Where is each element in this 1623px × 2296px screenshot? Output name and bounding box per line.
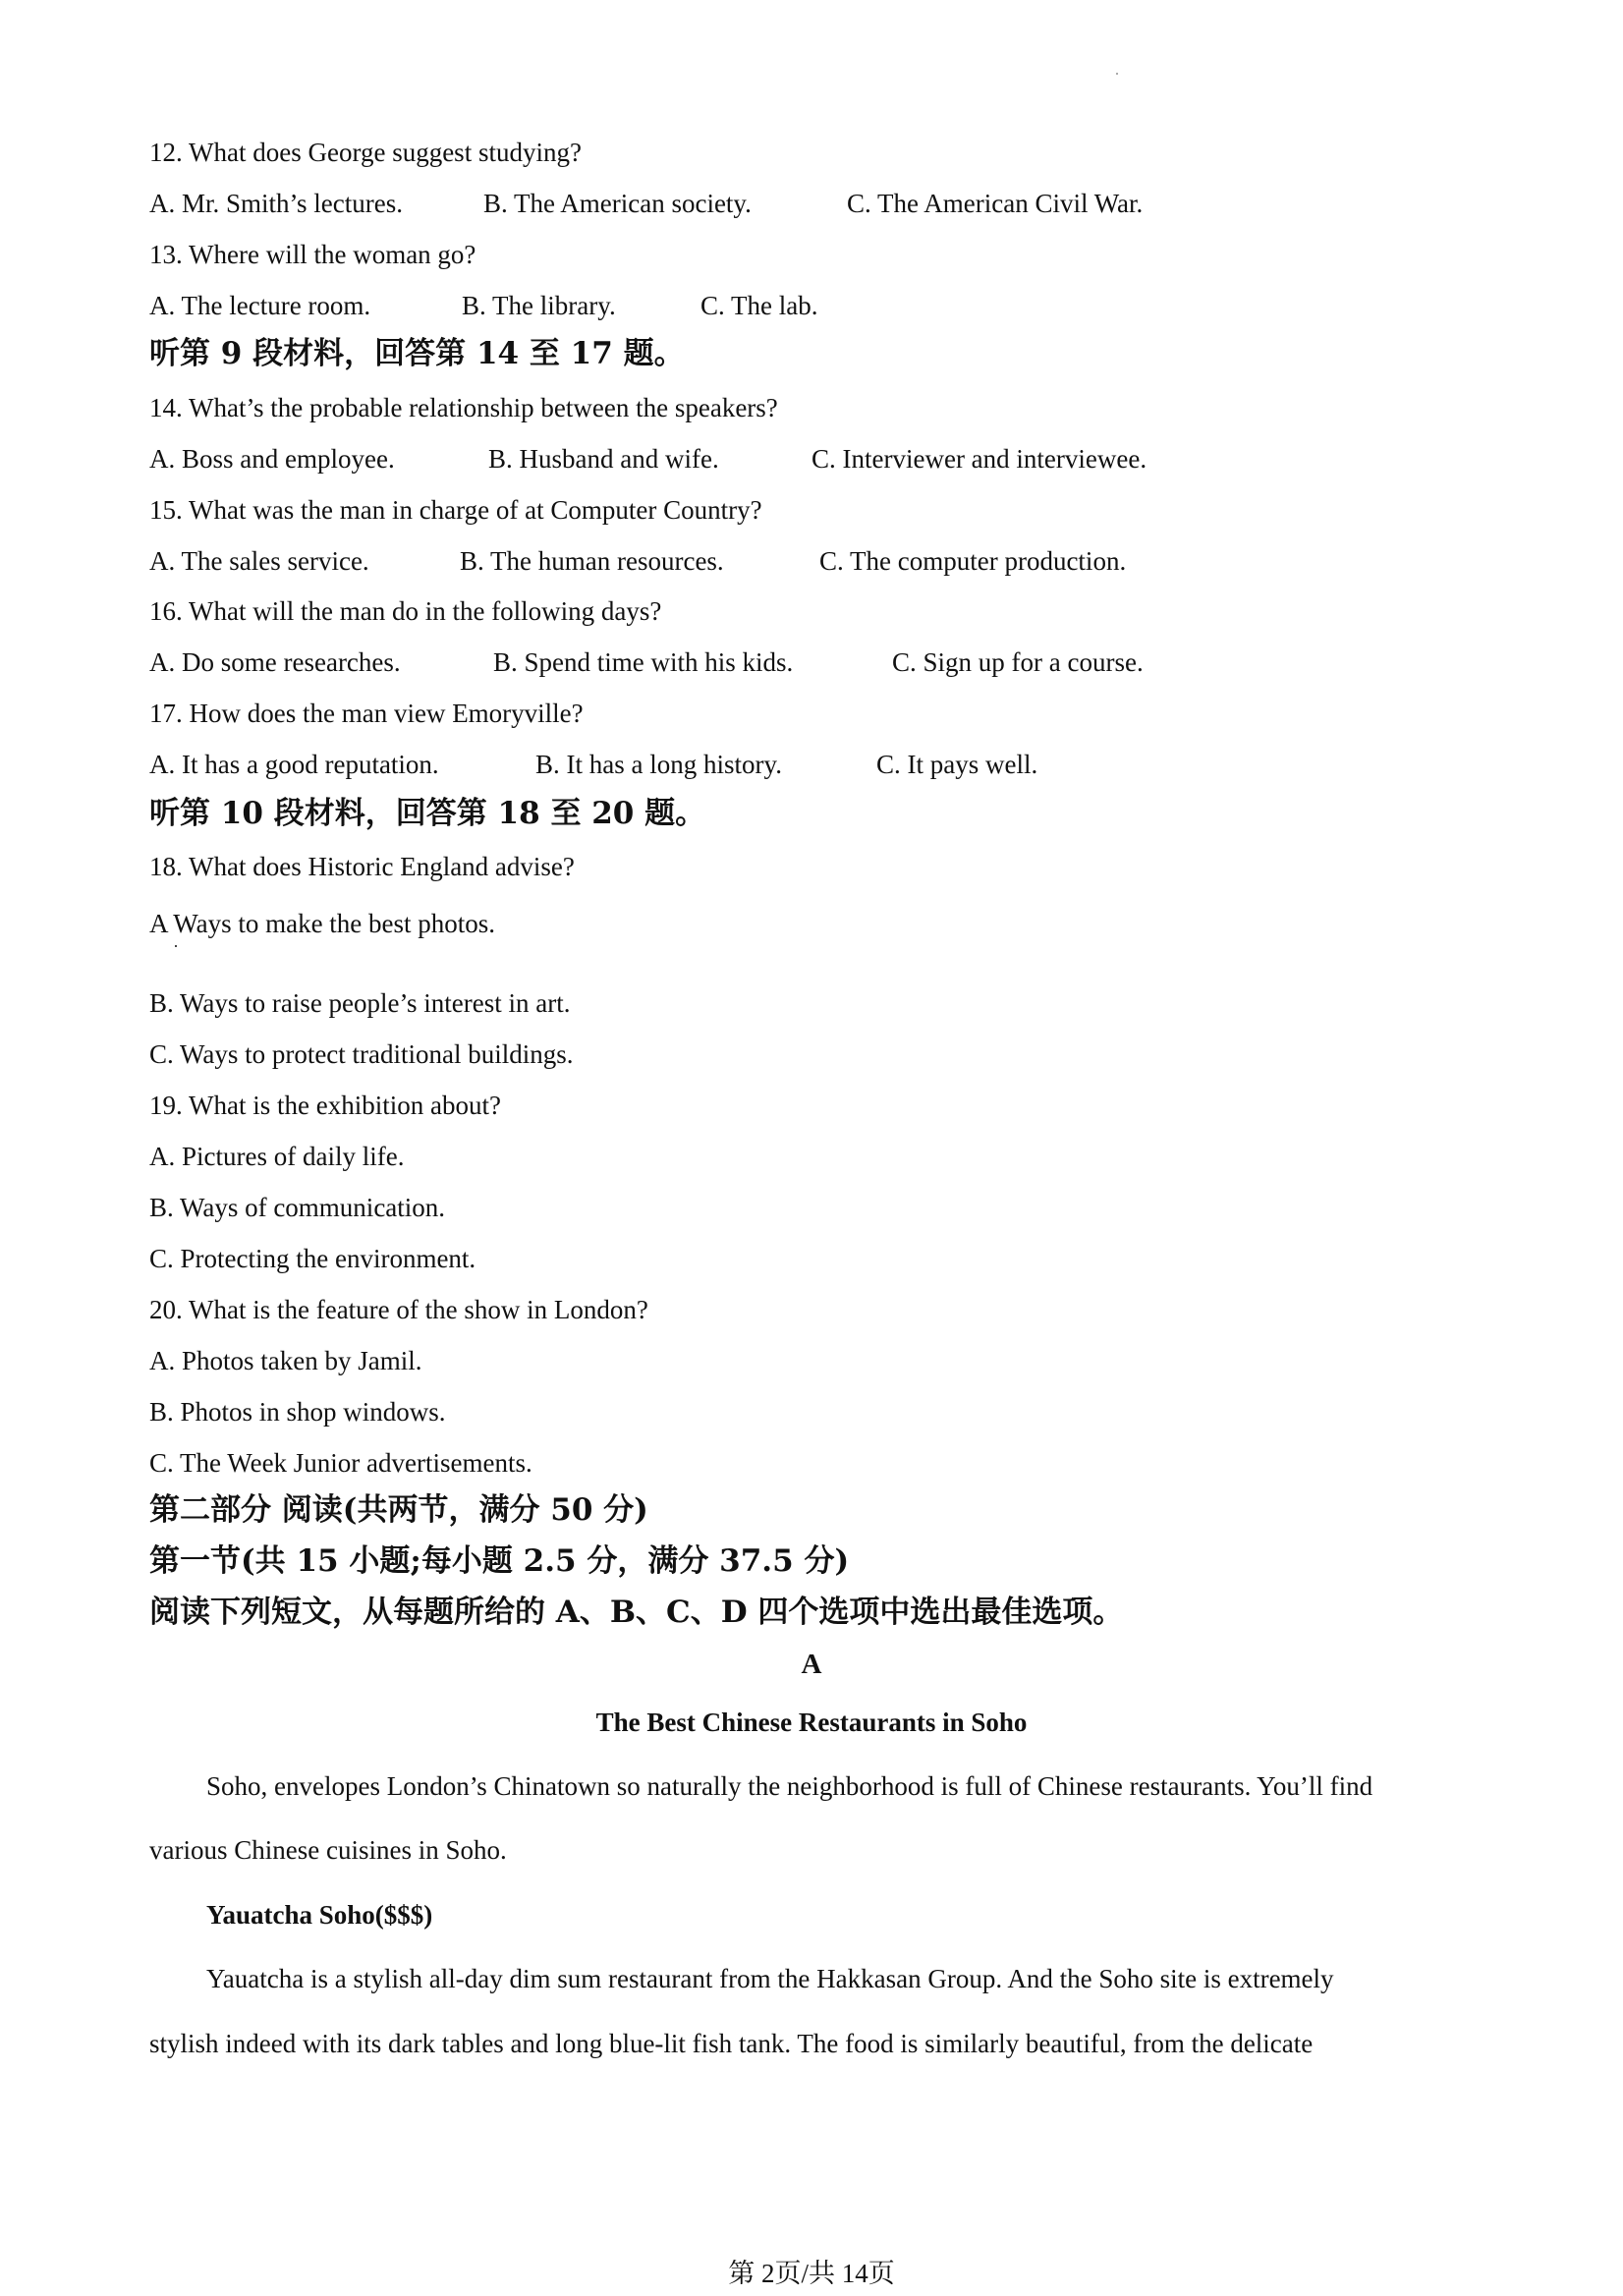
q12-option-a: A. Mr. Smith’s lectures. [149, 189, 403, 218]
passage-title: The Best Chinese Restaurants in Soho [595, 1708, 1028, 1737]
q19-option-a: A. Pictures of daily life. [149, 1142, 405, 1171]
scan-speck [1116, 73, 1118, 75]
paragraph-2-line-2: stylish indeed with its dark tables and long blue-lit fish tank. The food is similarly beautiful, from the delicate [149, 2029, 1314, 2058]
paragraph-1-line-1: Soho, envelopes London’s Chinatown so naturally the neighborhood is full of Chinese restaurants. You’ll find [206, 1771, 1373, 1801]
question-19: 19. What is the exhibition about? [149, 1091, 501, 1120]
q17-option-a: A. It has a good reputation. [149, 750, 439, 779]
q12-option-c: C. The American Civil War. [847, 189, 1144, 218]
question-17: 17. How does the man view Emoryville? [149, 699, 584, 728]
q12-option-b: B. The American society. [483, 189, 752, 218]
q13-option-c: C. The lab. [700, 291, 818, 320]
q15-option-c: C. The computer production. [819, 546, 1127, 576]
part-2-section-1-heading: 第一节(共 15 小题;每小题 2.5 分，满分 37.5 分) [149, 1543, 850, 1579]
question-18: 18. What does Historic England advise? [149, 852, 575, 881]
q15-option-b: B. The human resources. [460, 546, 724, 576]
paragraph-1-line-2: various Chinese cuisines in Soho. [149, 1835, 507, 1865]
reading-instruction: 阅读下列短文，从每题所给的 A、B、C、D 四个选项中选出最佳选项。 [149, 1595, 1124, 1630]
question-20: 20. What is the feature of the show in London? [149, 1295, 648, 1324]
stray-dot [175, 945, 177, 947]
q16-option-b: B. Spend time with his kids. [493, 647, 794, 677]
q16-option-a: A. Do some researches. [149, 647, 401, 677]
question-14: 14. What’s the probable relationship between the speakers? [149, 393, 778, 422]
q20-option-a: A. Photos taken by Jamil. [149, 1346, 422, 1375]
q15-option-a: A. The sales service. [149, 546, 369, 576]
q16-option-c: C. Sign up for a course. [892, 647, 1144, 677]
question-12: 12. What does George suggest studying? [149, 138, 582, 167]
q20-option-b: B. Photos in shop windows. [149, 1397, 446, 1427]
q14-option-a: A. Boss and employee. [149, 444, 395, 474]
q19-option-b: B. Ways of communication. [149, 1193, 446, 1222]
q13-option-a: A. The lecture room. [149, 291, 371, 320]
passage-letter: A [801, 1649, 822, 1680]
q13-option-b: B. The library. [462, 291, 616, 320]
paragraph-2-line-1: Yauatcha is a stylish all-day dim sum restaurant from the Hakkasan Group. And the Soho site is extremely [206, 1964, 1334, 1993]
section-10-heading: 听第 10 段材料，回答第 18 至 20 题。 [149, 796, 706, 831]
q18-option-b: B. Ways to raise people’s interest in art. [149, 988, 571, 1018]
q14-option-b: B. Husband and wife. [488, 444, 719, 474]
question-13: 13. Where will the woman go? [149, 240, 476, 269]
q18-option-c: C. Ways to protect traditional buildings. [149, 1039, 574, 1069]
part-2-heading: 第二部分 阅读(共两节，满分 50 分) [149, 1492, 648, 1528]
question-16: 16. What will the man do in the following days? [149, 596, 662, 626]
section-9-heading: 听第 9 段材料，回答第 14 至 17 题。 [149, 336, 685, 371]
q17-option-b: B. It has a long history. [535, 750, 782, 779]
q18-option-a: A Ways to make the best photos. [149, 909, 496, 938]
q14-option-c: C. Interviewer and interviewee. [812, 444, 1147, 474]
question-15: 15. What was the man in charge of at Computer Country? [149, 495, 762, 525]
page-footer: 第 2页/共 14页 [728, 2259, 895, 2288]
q19-option-c: C. Protecting the environment. [149, 1244, 476, 1273]
restaurant-subheading: Yauatcha Soho($$$) [206, 1900, 433, 1930]
q20-option-c: C. The Week Junior advertisements. [149, 1448, 532, 1478]
q17-option-c: C. It pays well. [876, 750, 1038, 779]
